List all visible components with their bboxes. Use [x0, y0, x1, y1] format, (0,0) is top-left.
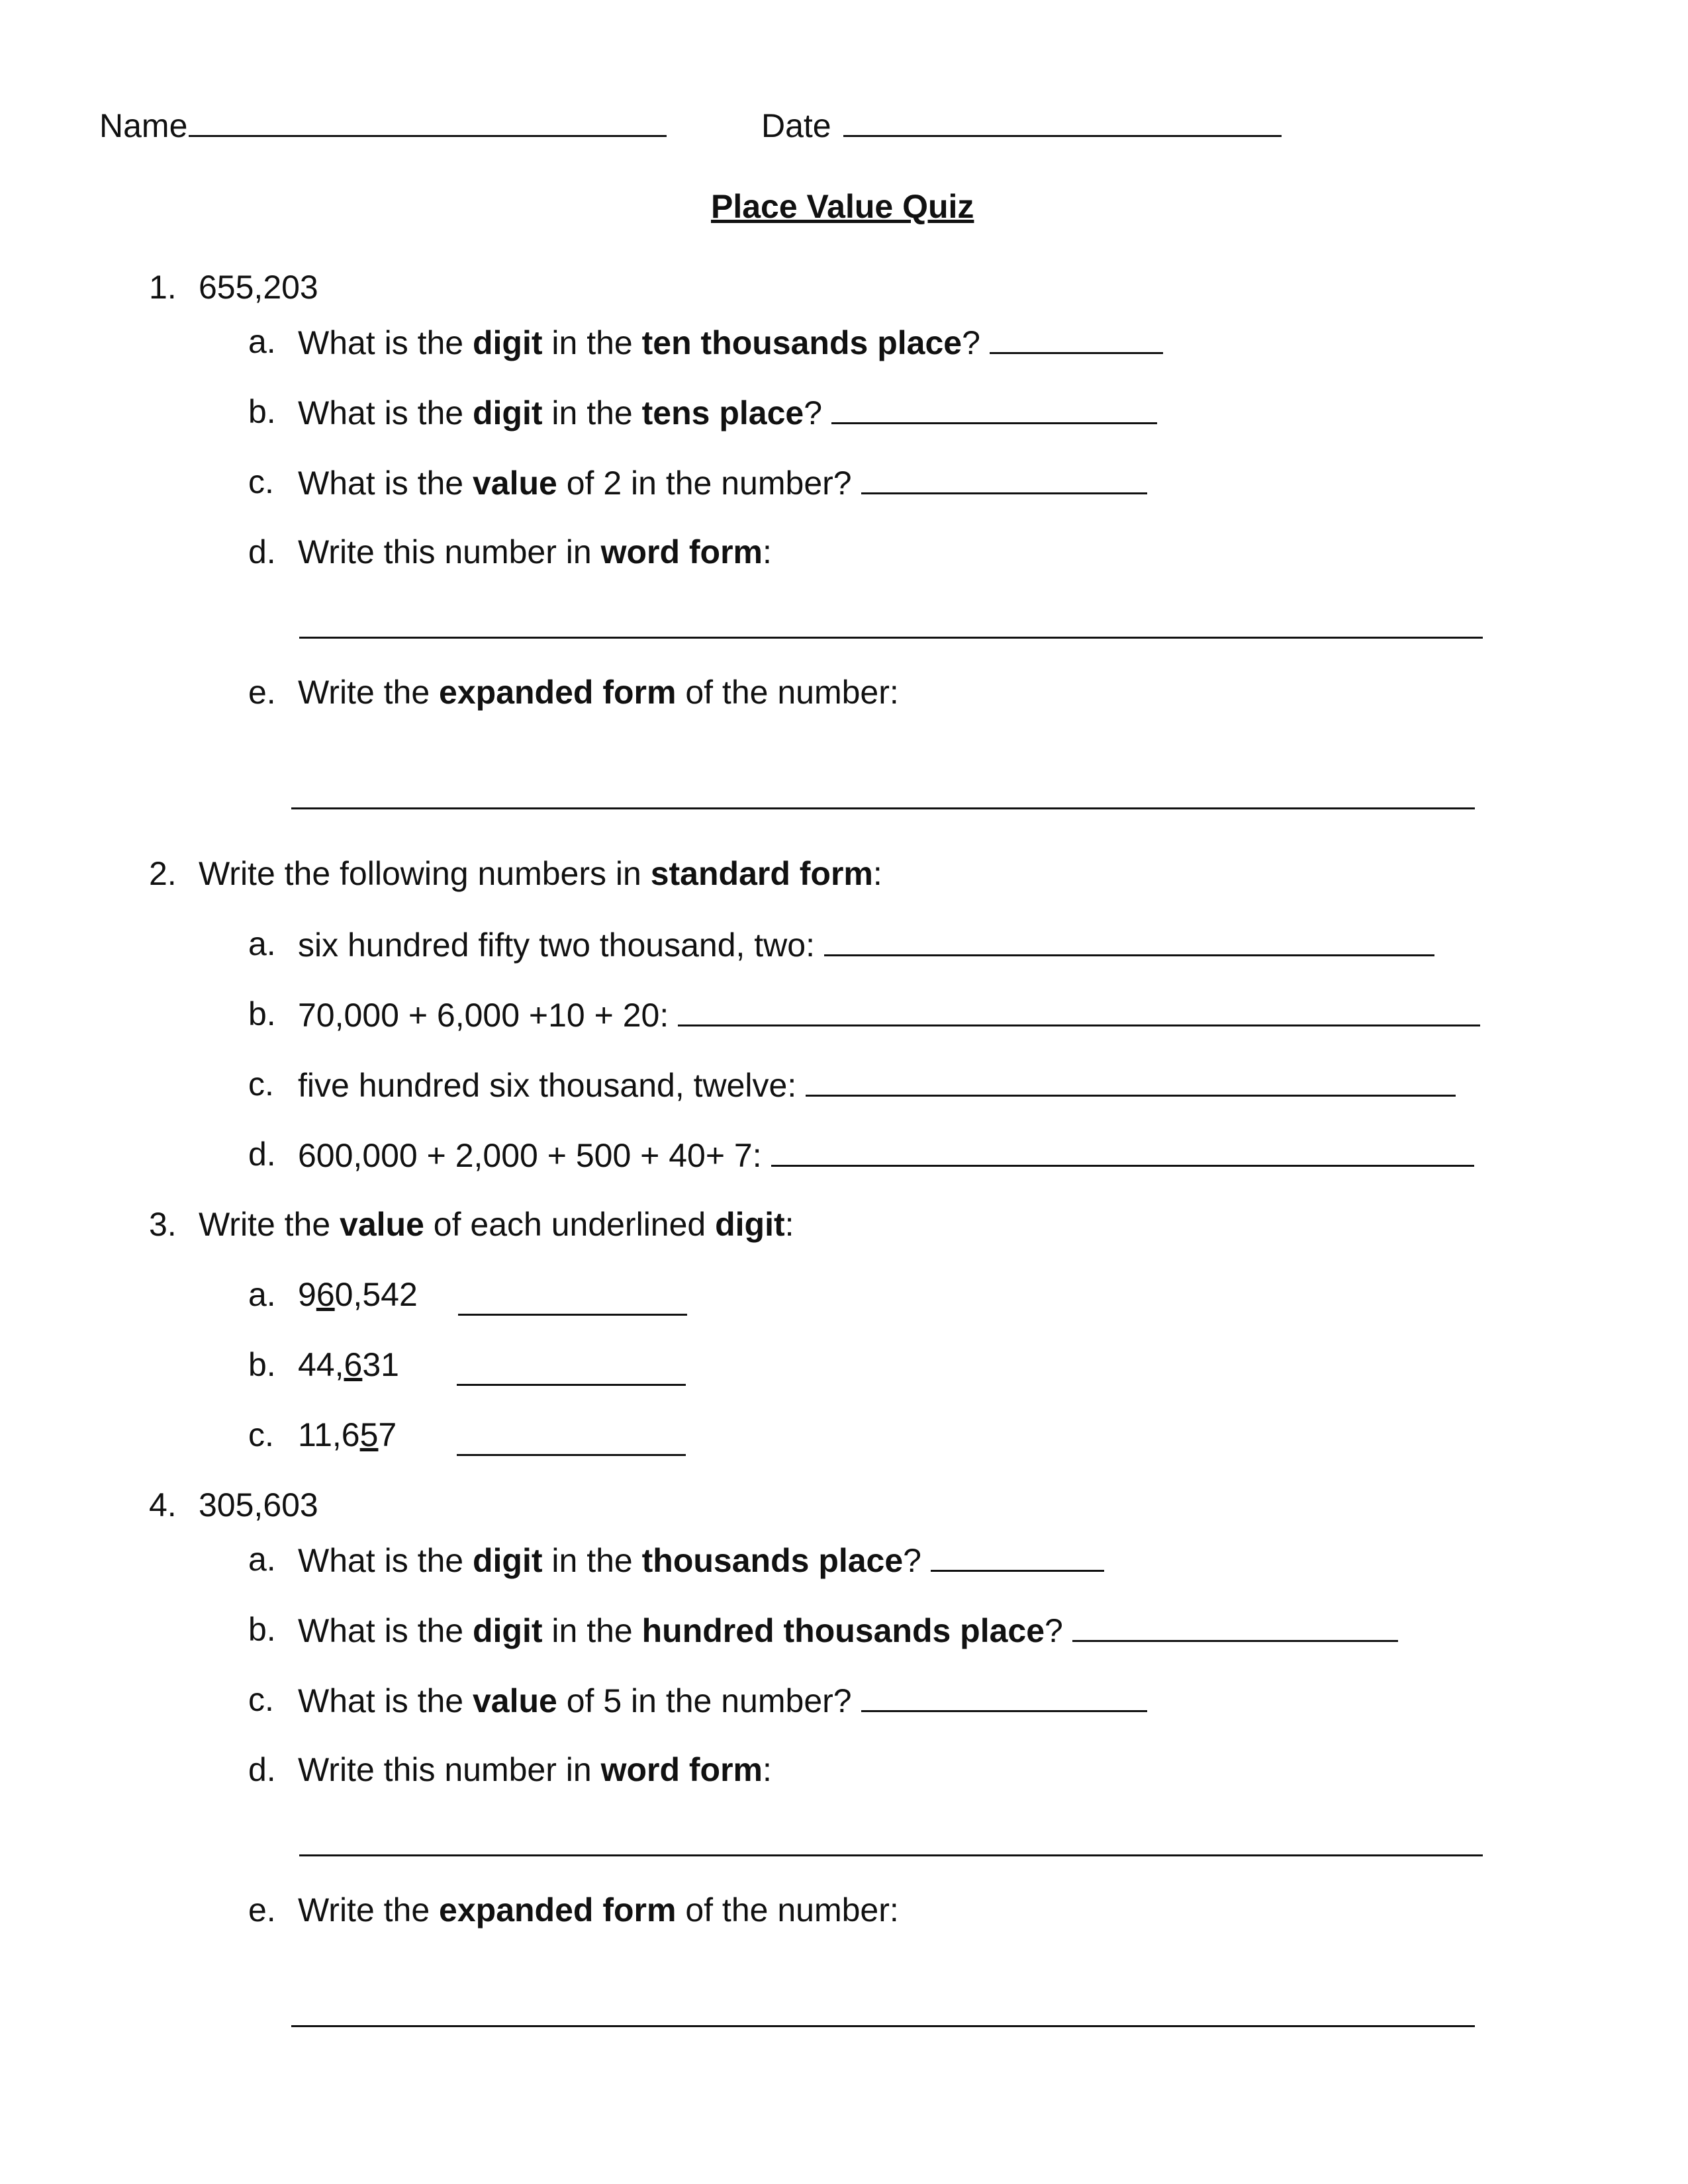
q3-number-label: 3. — [149, 1206, 177, 1243]
q4d-letter: d. — [248, 1751, 276, 1788]
q4e-question: Write the expanded form of the number: — [298, 1891, 899, 1929]
q2d-answer-line[interactable] — [771, 1134, 1474, 1167]
q1a-answer-line[interactable] — [990, 322, 1163, 354]
q2c-answer-line[interactable] — [806, 1064, 1456, 1097]
q4e-letter: e. — [248, 1891, 276, 1929]
q2a-letter: a. — [248, 925, 276, 962]
q1c-letter: c. — [248, 463, 274, 500]
q3b-letter: b. — [248, 1346, 276, 1383]
q4c-letter: c. — [248, 1681, 274, 1718]
q1a-question: What is the digit in the ten thousands place? — [298, 322, 1163, 363]
q2-number-label: 2. — [149, 855, 177, 892]
q4-number-label: 4. — [149, 1486, 177, 1524]
q3b-number: 44,631 — [298, 1346, 399, 1383]
date-label: Date — [761, 107, 831, 144]
q3c-number: 11,657 — [298, 1416, 397, 1453]
q2c-question: five hundred six thousand, twelve: — [298, 1064, 1456, 1105]
q1b-letter: b. — [248, 393, 276, 430]
q3a-number: 960,542 — [298, 1276, 418, 1313]
q3b-answer-line[interactable] — [457, 1384, 686, 1386]
q4c-question: What is the value of 5 in the number? — [298, 1680, 1147, 1721]
q2d-letter: d. — [248, 1136, 276, 1173]
q1d-answer-line[interactable] — [299, 637, 1483, 639]
q1e-letter: e. — [248, 674, 276, 711]
date-field — [761, 105, 1282, 146]
q4b-letter: b. — [248, 1611, 276, 1648]
q3a-answer-line[interactable] — [458, 1314, 687, 1316]
q1d-letter: d. — [248, 533, 276, 570]
q1d-question: Write this number in word form: — [298, 533, 772, 570]
q2a-answer-line[interactable] — [824, 924, 1434, 956]
q4d-question: Write this number in word form: — [298, 1751, 772, 1788]
q1e-question: Write the expanded form of the number: — [298, 674, 899, 711]
q4-number: 305,603 — [199, 1486, 318, 1524]
q2a-question: six hundred fifty two thousand, two: — [298, 924, 1434, 965]
q1-number-label: 1. — [149, 269, 177, 306]
q1e-answer-line[interactable] — [291, 807, 1475, 809]
q4e-answer-line[interactable] — [291, 2025, 1475, 2027]
q1b-answer-line[interactable] — [831, 392, 1157, 424]
q1c-answer-line[interactable] — [861, 462, 1147, 494]
q3-question: Write the value of each underlined digit: — [199, 1206, 794, 1243]
q2d-question: 600,000 + 2,000 + 500 + 40+ 7: — [298, 1134, 1474, 1175]
q4a-question: What is the digit in the thousands place? — [298, 1539, 1104, 1580]
q3a-letter: a. — [248, 1276, 276, 1313]
q2-question: Write the following numbers in standard form: — [199, 855, 882, 892]
page-title: Place Value Quiz — [711, 188, 974, 225]
q4d-answer-line[interactable] — [299, 1854, 1483, 1856]
q2b-letter: b. — [248, 995, 276, 1032]
q3c-answer-line[interactable] — [457, 1454, 686, 1456]
q4a-answer-line[interactable] — [931, 1539, 1104, 1572]
q1a-letter: a. — [248, 323, 276, 360]
q1c-question: What is the value of 2 in the number? — [298, 462, 1147, 503]
name-field — [99, 105, 667, 146]
name-label: Name — [99, 107, 188, 144]
q4a-letter: a. — [248, 1541, 276, 1578]
name-input-line[interactable] — [189, 105, 667, 137]
q2c-letter: c. — [248, 1066, 274, 1103]
q1-number: 655,203 — [199, 269, 318, 306]
q4c-answer-line[interactable] — [861, 1680, 1147, 1712]
q1b-question: What is the digit in the tens place? — [298, 392, 1157, 433]
date-input-line[interactable] — [843, 105, 1282, 137]
q4b-question: What is the digit in the hundred thousands place? — [298, 1610, 1398, 1651]
q2b-answer-line[interactable] — [678, 994, 1480, 1026]
q4b-answer-line[interactable] — [1072, 1610, 1398, 1642]
q2b-question: 70,000 + 6,000 +10 + 20: — [298, 994, 1480, 1035]
q3c-letter: c. — [248, 1416, 274, 1453]
